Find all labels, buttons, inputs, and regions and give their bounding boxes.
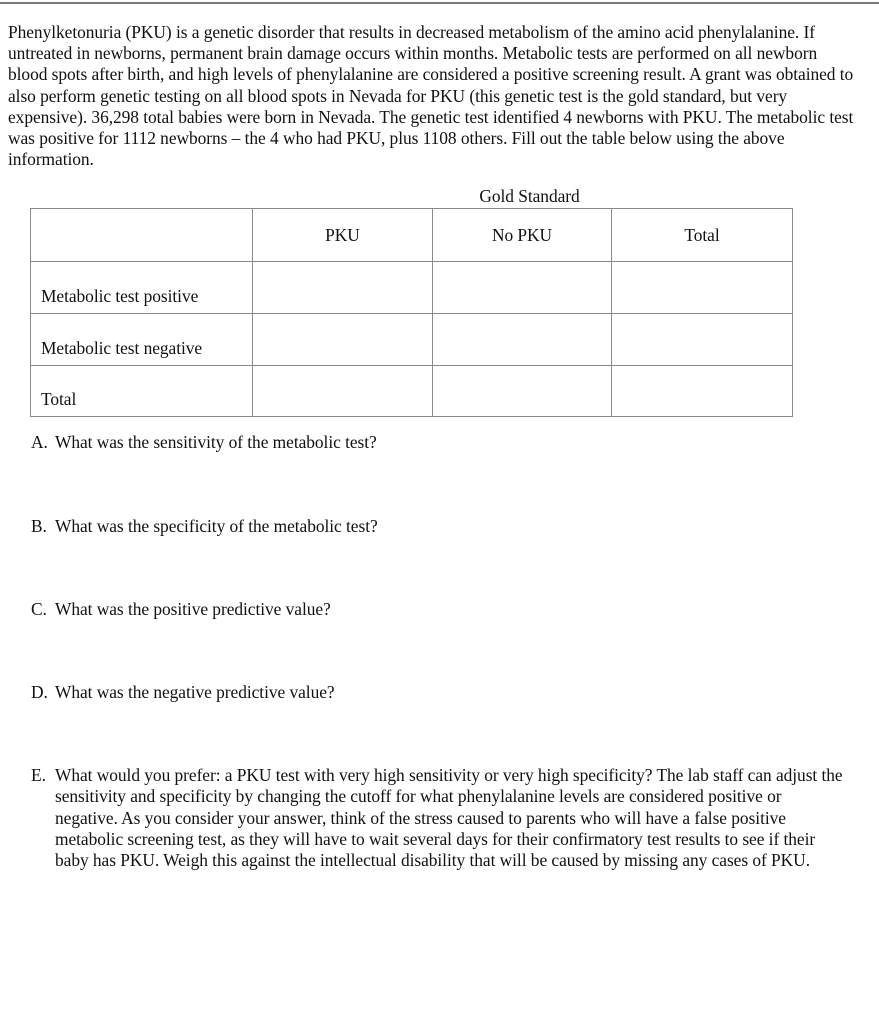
contingency-table-block — [8, 187, 856, 418]
question-marker-b: B. — [31, 515, 47, 536]
row-header-metabolic-test-positive: Metabolic test positive — [31, 262, 253, 314]
cell-negative-total[interactable] — [612, 314, 793, 366]
question-item-b — [8, 516, 856, 537]
question-marker-e: E. — [31, 765, 46, 786]
question-text-e: What would you prefer: a PKU test with very high sensitivity or very high specificity? The lab staff can adjust the sensitivity and specificity by changing the cutoff for what phenylalanine levels are considered positive or negative. As you consider your answer, think of the stress caused to parents who will have a false positive metabolic screening test, as they will have to wait several days for their confirmatory test results to see if their baby has PKU. Weigh this against the intellectual disability that will be caused by missing any cases of PKU. — [55, 765, 843, 871]
question-list — [8, 432, 856, 871]
question-text-d: What was the negative predictive value? — [55, 682, 335, 703]
table-row — [31, 314, 793, 366]
cell-total-no-pku[interactable] — [433, 366, 612, 417]
table-header-row — [31, 209, 793, 262]
table-row — [31, 366, 793, 417]
cell-positive-total[interactable] — [612, 262, 793, 314]
question-marker-a: A. — [31, 432, 48, 453]
cell-positive-pku[interactable] — [253, 262, 433, 314]
table-corner-cell — [31, 209, 253, 262]
table-caption-gold-standard: Gold Standard — [479, 186, 580, 207]
intro-paragraph: Phenylketonuria (PKU) is a genetic disorder that results in decreased metabolism of the amino acid phenylalanine. If untreated in newborns, permanent brain damage occurs within months. Metabolic tests are performed on all newborn blood spots after birth, and high levels of phenylalanine are considered a positive screening result. A grant was obtained to also perform genetic testing on all blood spots in Nevada for PKU (this genetic test is the gold standard, but very expensive). 36,298 total babies were born in Nevada. The genetic test identified 4 newborns with PKU. The metabolic test was positive for 1112 newborns – the 4 who had PKU, plus 1108 others. Fill out the table below using the above information. — [8, 22, 854, 170]
question-item-a — [8, 432, 856, 453]
column-header-pku: PKU — [253, 209, 433, 262]
question-marker-d: D. — [31, 682, 48, 703]
question-item-e — [8, 765, 856, 871]
question-text-c: What was the positive predictive value? — [55, 598, 331, 619]
cell-total-pku[interactable] — [253, 366, 433, 417]
cell-total-total[interactable] — [612, 366, 793, 417]
column-header-total: Total — [612, 209, 793, 262]
cell-negative-no-pku[interactable] — [433, 314, 612, 366]
question-item-c — [8, 599, 856, 620]
table-row — [31, 262, 793, 314]
contingency-table — [30, 208, 793, 417]
cell-negative-pku[interactable] — [253, 314, 433, 366]
question-marker-c: C. — [31, 598, 47, 619]
cell-positive-no-pku[interactable] — [433, 262, 612, 314]
column-header-no-pku: No PKU — [433, 209, 612, 262]
row-header-total: Total — [31, 366, 253, 417]
row-header-metabolic-test-negative: Metabolic test negative — [31, 314, 253, 366]
question-text-b: What was the specificity of the metabolic test? — [55, 515, 378, 536]
question-text-a: What was the sensitivity of the metabolic test? — [55, 432, 377, 453]
question-item-d — [8, 682, 856, 703]
